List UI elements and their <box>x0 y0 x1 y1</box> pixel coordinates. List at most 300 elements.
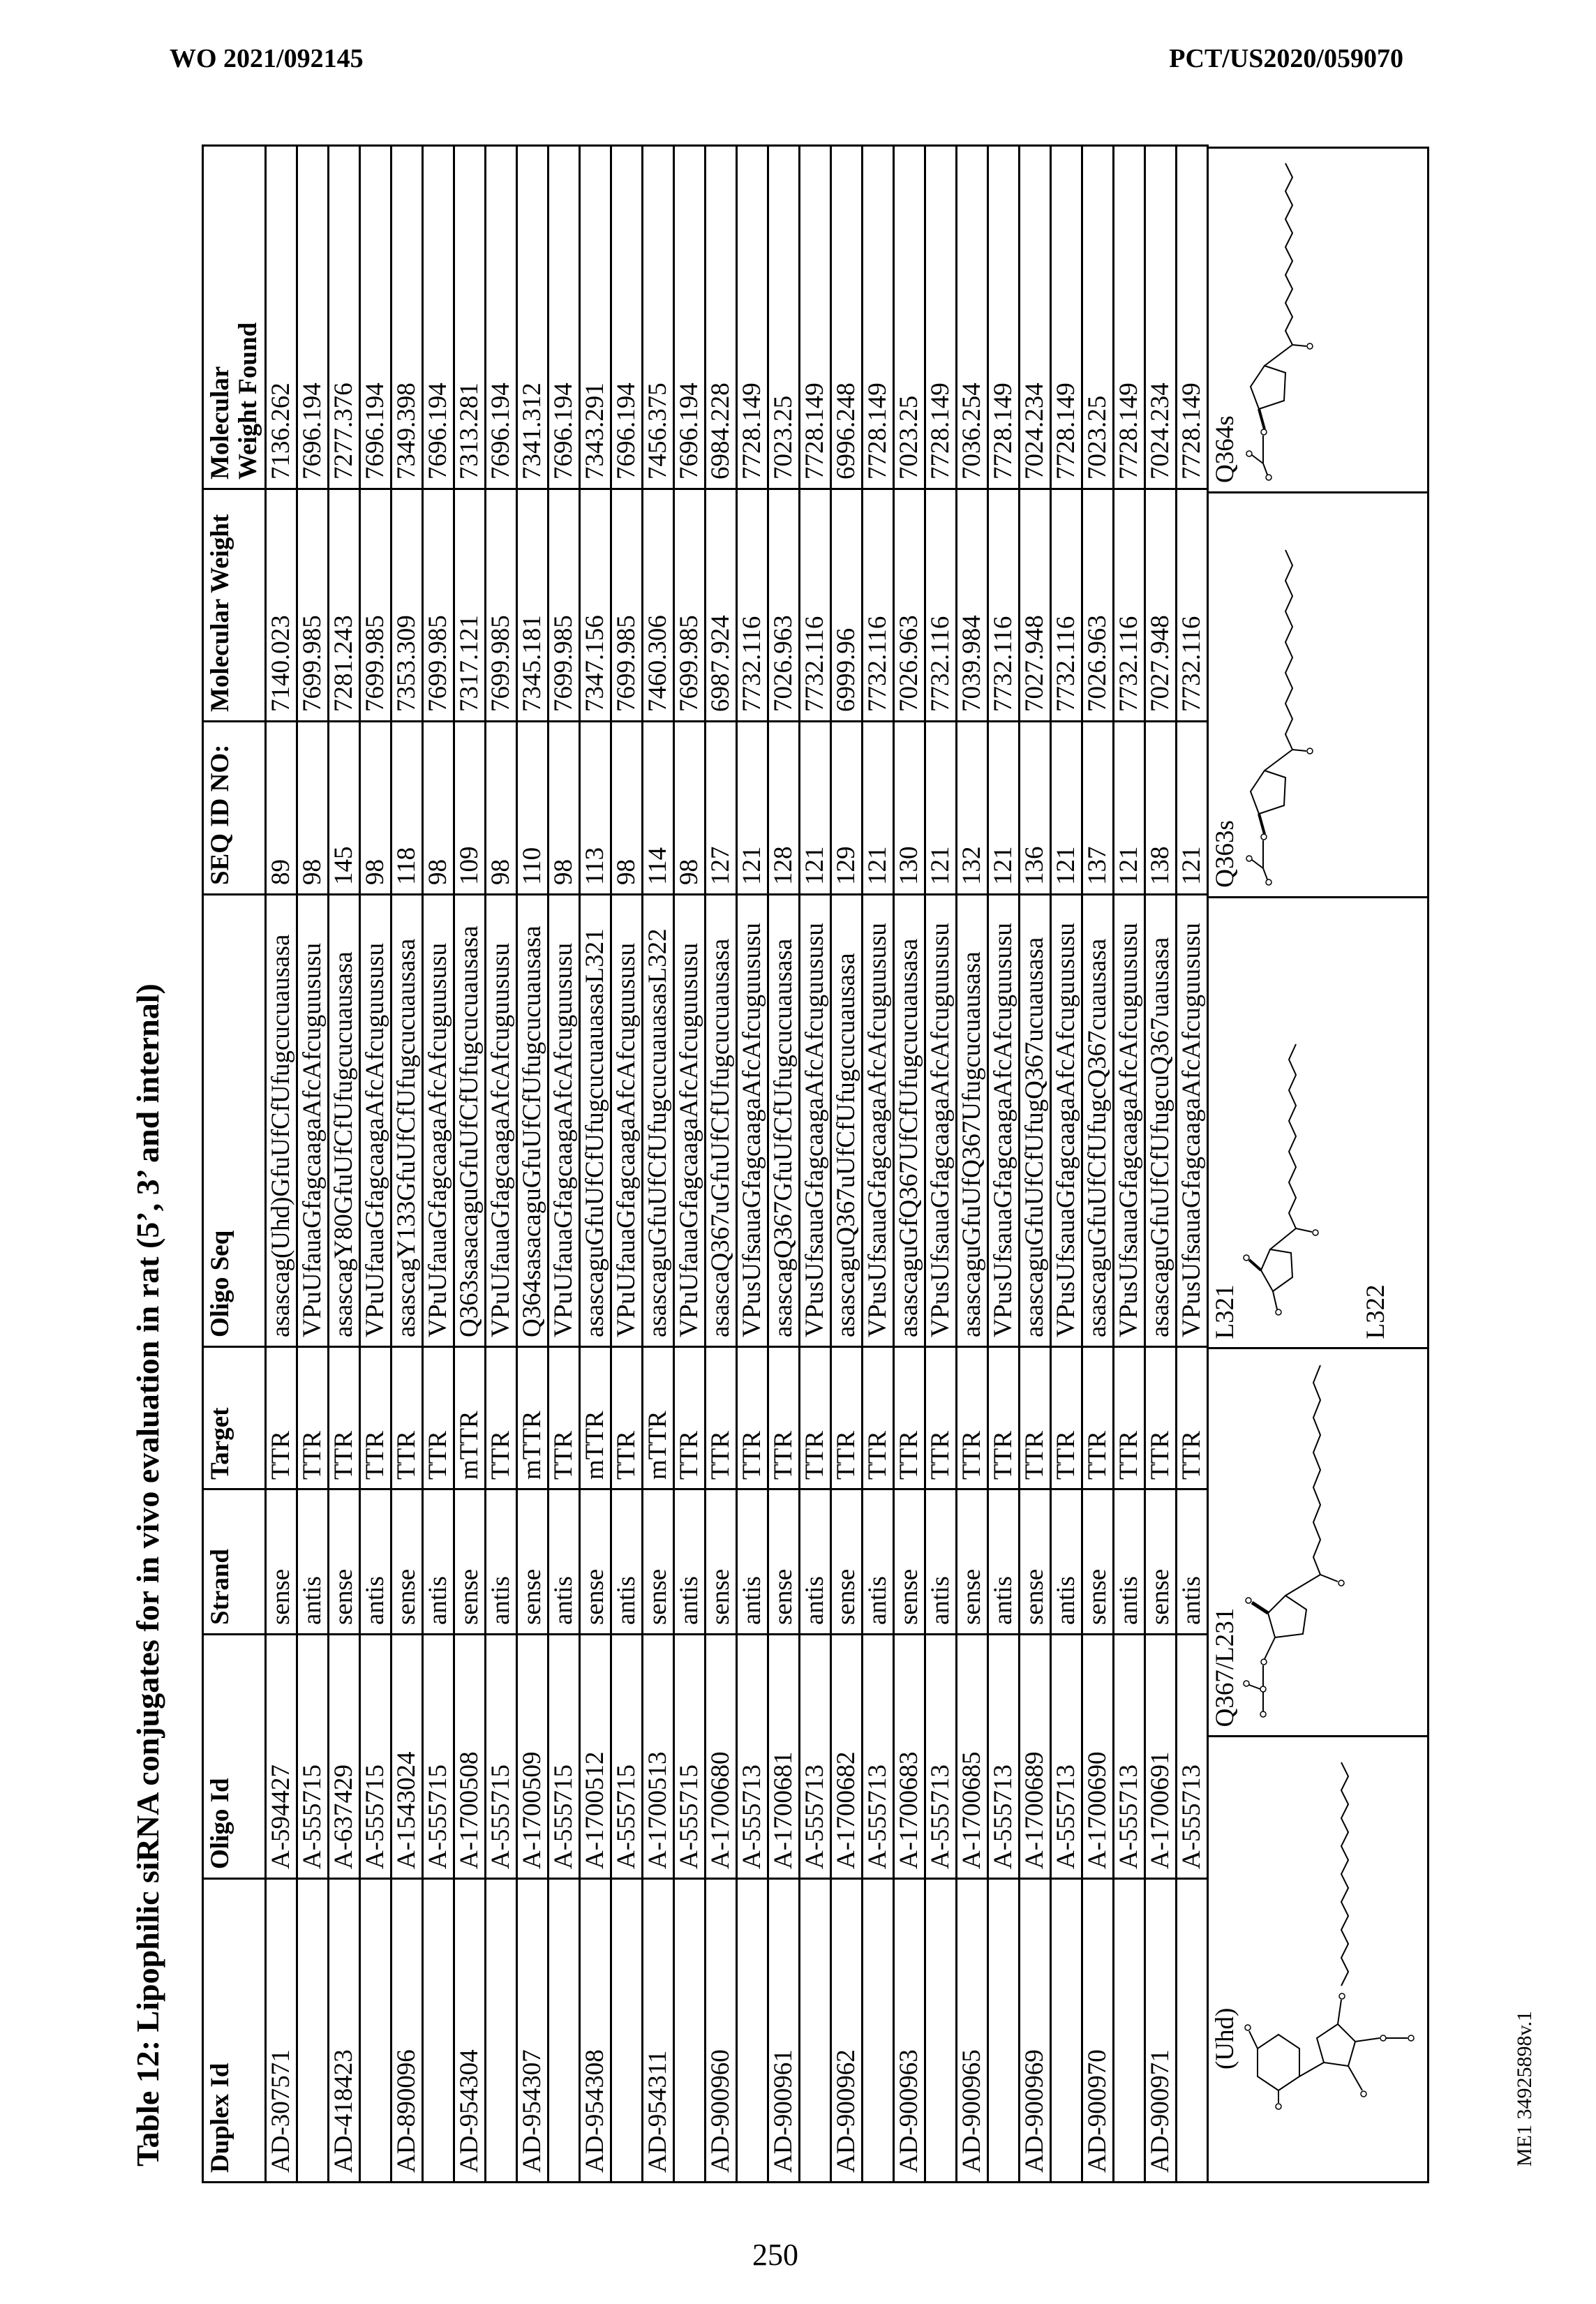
strand-cell: antis <box>988 1489 1020 1635</box>
conjugates-table <box>202 144 1209 2183</box>
molecular-weight-cell: 7281.243 <box>329 489 360 722</box>
oligo-id-cell: A-1700513 <box>643 1635 674 1879</box>
oligo-id-cell: A-555713 <box>1114 1635 1145 1879</box>
oligo-seq-cell: VPuUfauaGfagcaagaAfcAfcuguususu <box>297 895 329 1347</box>
target-cell: TTR <box>1082 1347 1114 1489</box>
strand-cell: sense <box>831 1489 863 1635</box>
table-row <box>1145 146 1177 2183</box>
col-mw: Molecular Weight <box>203 489 266 722</box>
strand-cell: antis <box>360 1489 391 1635</box>
strand-cell: antis <box>925 1489 957 1635</box>
oligo-seq-cell: asascagY80GfuUfCfUfugcucuausasa <box>329 895 360 1347</box>
col-oligo-id: Oligo Id <box>203 1635 266 1879</box>
molecular-weight-cell: 7460.306 <box>643 489 674 722</box>
molecular-weight-cell: 7026.963 <box>768 489 800 722</box>
target-cell: TTR <box>1177 1347 1208 1489</box>
oligo-id-cell: A-555715 <box>611 1635 643 1879</box>
table-body <box>266 146 1208 2183</box>
target-cell: mTTR <box>643 1347 674 1489</box>
duplex-id-cell <box>549 1879 580 2183</box>
target-cell: TTR <box>768 1347 800 1489</box>
target-cell: TTR <box>266 1347 297 1489</box>
duplex-id-cell: AD-954308 <box>580 1879 611 2183</box>
table-title: Table 12: Lipophilic siRNA conjugates for in vivo evaluation in rat (5’, 3’ and internal) <box>130 147 202 2183</box>
target-cell: TTR <box>549 1347 580 1489</box>
molecular-weight-cell: 7699.985 <box>486 489 517 722</box>
seq-id-cell: 121 <box>863 722 894 895</box>
molecular-weight-cell: 7026.963 <box>894 489 925 722</box>
molecular-weight-found-cell: 7728.149 <box>1051 146 1082 489</box>
seq-id-cell: 121 <box>925 722 957 895</box>
strand-cell: antis <box>611 1489 643 1635</box>
table-row <box>580 146 611 2183</box>
target-cell: TTR <box>329 1347 360 1489</box>
oligo-id-cell: A-637429 <box>329 1635 360 1879</box>
molecular-weight-cell: 7732.116 <box>1177 489 1208 722</box>
q364s-structure-icon <box>1209 148 1429 491</box>
table-row <box>517 146 549 2183</box>
seq-id-cell: 121 <box>988 722 1020 895</box>
oligo-id-cell: A-1700685 <box>957 1635 988 1879</box>
seq-id-cell: 114 <box>643 722 674 895</box>
col-duplex-id: Duplex Id <box>203 1879 266 2183</box>
seq-id-cell: 129 <box>831 722 863 895</box>
duplex-id-cell: AD-954307 <box>517 1879 549 2183</box>
molecular-weight-found-cell: 7728.149 <box>925 146 957 489</box>
strand-cell: sense <box>894 1489 925 1635</box>
col-oligo-seq: Oligo Seq <box>203 895 266 1347</box>
oligo-seq-cell: asascaQ367uGfuUfCfUfugcucuausasa <box>706 895 737 1347</box>
seq-id-cell: 132 <box>957 722 988 895</box>
molecular-weight-found-cell: 7696.194 <box>549 146 580 489</box>
application-number: PCT/US2020/059070 <box>1169 43 1403 74</box>
oligo-id-cell: A-555713 <box>1177 1635 1208 1879</box>
strand-cell: sense <box>706 1489 737 1635</box>
oligo-seq-cell: VPusUfsauaGfagcaagaAfcAfcuguususu <box>863 895 894 1347</box>
table-row <box>925 146 957 2183</box>
molecular-weight-found-cell: 6996.248 <box>831 146 863 489</box>
strand-cell: antis <box>486 1489 517 1635</box>
oligo-seq-cell: VPuUfauaGfagcaagaAfcAfcuguususu <box>360 895 391 1347</box>
target-cell: TTR <box>297 1347 329 1489</box>
strand-cell: antis <box>423 1489 454 1635</box>
l321-structure-icon <box>1209 895 1429 1347</box>
strand-cell: sense <box>957 1489 988 1635</box>
strand-cell: sense <box>391 1489 423 1635</box>
strand-cell: antis <box>674 1489 706 1635</box>
structure-legend <box>1209 147 1429 2183</box>
oligo-id-cell: A-555715 <box>549 1635 580 1879</box>
strand-cell: sense <box>329 1489 360 1635</box>
seq-id-cell: 145 <box>329 722 360 895</box>
oligo-id-cell: A-1543024 <box>391 1635 423 1879</box>
target-cell: TTR <box>863 1347 894 1489</box>
table-row <box>486 146 517 2183</box>
molecular-weight-found-cell: 7341.312 <box>517 146 549 489</box>
table-row <box>297 146 329 2183</box>
seq-id-cell: 98 <box>674 722 706 895</box>
molecular-weight-cell: 7317.121 <box>454 489 486 722</box>
duplex-id-cell: AD-954311 <box>643 1879 674 2183</box>
oligo-seq-cell: asascaguGfuUfCfUfugcuQ367uausasa <box>1145 895 1177 1347</box>
oligo-seq-cell: VPuUfauaGfagcaagaAfcAfcuguususu <box>423 895 454 1347</box>
target-cell: TTR <box>423 1347 454 1489</box>
table-row <box>957 146 988 2183</box>
col-strand: Strand <box>203 1489 266 1635</box>
molecular-weight-cell: 7353.309 <box>391 489 423 722</box>
seq-id-cell: 89 <box>266 722 297 895</box>
oligo-id-cell: A-1700690 <box>1082 1635 1114 1879</box>
target-cell: TTR <box>800 1347 831 1489</box>
oligo-seq-cell: asascaguGfuUfCfUfugQ367ucuausasa <box>1020 895 1051 1347</box>
seq-id-cell: 137 <box>1082 722 1114 895</box>
col-target: Target <box>203 1347 266 1489</box>
oligo-id-cell: A-555713 <box>800 1635 831 1879</box>
oligo-seq-cell: asascag(Uhd)GfuUfCfUfugcucuausasa <box>266 895 297 1347</box>
molecular-weight-found-cell: 7023.25 <box>1082 146 1114 489</box>
oligo-id-cell: A-1700691 <box>1145 1635 1177 1879</box>
molecular-weight-found-cell: 7343.291 <box>580 146 611 489</box>
strand-cell: antis <box>737 1489 768 1635</box>
molecular-weight-cell: 7140.023 <box>266 489 297 722</box>
molecular-weight-cell: 7732.116 <box>988 489 1020 722</box>
oligo-id-cell: A-594427 <box>266 1635 297 1879</box>
table-row <box>674 146 706 2183</box>
molecular-weight-found-cell: 7728.149 <box>1177 146 1208 489</box>
oligo-seq-cell: VPusUfsauaGfagcaagaAfcAfcuguususu <box>925 895 957 1347</box>
seq-id-cell: 98 <box>549 722 580 895</box>
q367-structure-icon <box>1209 1346 1429 1735</box>
molecular-weight-found-cell: 7728.149 <box>1114 146 1145 489</box>
molecular-weight-found-cell: 7728.149 <box>863 146 894 489</box>
table-row <box>360 146 391 2183</box>
table-row <box>611 146 643 2183</box>
strand-cell: antis <box>297 1489 329 1635</box>
molecular-weight-found-cell: 7349.398 <box>391 146 423 489</box>
target-cell: TTR <box>674 1347 706 1489</box>
molecular-weight-cell: 7027.948 <box>1020 489 1051 722</box>
duplex-id-cell <box>486 1879 517 2183</box>
duplex-id-cell: AD-900971 <box>1145 1879 1177 2183</box>
molecular-weight-cell: 7347.156 <box>580 489 611 722</box>
strand-cell: sense <box>643 1489 674 1635</box>
duplex-id-cell: AD-900962 <box>831 1879 863 2183</box>
table-row <box>988 146 1020 2183</box>
seq-id-cell: 98 <box>360 722 391 895</box>
duplex-id-cell <box>1177 1879 1208 2183</box>
strand-cell: sense <box>1082 1489 1114 1635</box>
duplex-id-cell <box>423 1879 454 2183</box>
duplex-id-cell: AD-900960 <box>706 1879 737 2183</box>
molecular-weight-cell: 7732.116 <box>1114 489 1145 722</box>
document-reference: ME1 34925898v.1 <box>1513 2011 1537 2166</box>
duplex-id-cell <box>611 1879 643 2183</box>
target-cell: TTR <box>988 1347 1020 1489</box>
structure-label: L322 <box>1362 1284 1390 1339</box>
rotated-table-block <box>130 147 1429 2183</box>
molecular-weight-cell: 7345.181 <box>517 489 549 722</box>
oligo-id-cell: A-555713 <box>863 1635 894 1879</box>
molecular-weight-found-cell: 7728.149 <box>988 146 1020 489</box>
oligo-id-cell: A-1700682 <box>831 1635 863 1879</box>
table-row <box>643 146 674 2183</box>
strand-cell: sense <box>517 1489 549 1635</box>
molecular-weight-found-cell: 7024.234 <box>1145 146 1177 489</box>
structure-label: Q364s <box>1211 415 1239 483</box>
duplex-id-cell <box>925 1879 957 2183</box>
oligo-id-cell: A-555715 <box>360 1635 391 1879</box>
structure-uhd <box>1209 1735 1427 2181</box>
oligo-seq-cell: asascaguGfuUfCfUfugcucuauasasL321 <box>580 895 611 1347</box>
target-cell: TTR <box>706 1347 737 1489</box>
oligo-seq-cell: asascaguGfuUfCfUfugcQ367cuausasa <box>1082 895 1114 1347</box>
oligo-id-cell: A-1700683 <box>894 1635 925 1879</box>
molecular-weight-cell: 7039.984 <box>957 489 988 722</box>
strand-cell: sense <box>454 1489 486 1635</box>
table-row <box>1020 146 1051 2183</box>
oligo-seq-cell: VPusUfsauaGfagcaagaAfcAfcuguususu <box>737 895 768 1347</box>
oligo-seq-cell: VPusUfsauaGfagcaagaAfcAfcuguususu <box>800 895 831 1347</box>
duplex-id-cell: AD-900961 <box>768 1879 800 2183</box>
duplex-id-cell <box>1114 1879 1145 2183</box>
uhd-structure-icon <box>1209 1734 1429 2181</box>
strand-cell: antis <box>863 1489 894 1635</box>
seq-id-cell: 138 <box>1145 722 1177 895</box>
strand-cell: sense <box>1145 1489 1177 1635</box>
oligo-id-cell: A-555715 <box>297 1635 329 1879</box>
oligo-seq-cell: VPusUfsauaGfagcaagaAfcAfcuguususu <box>1177 895 1208 1347</box>
duplex-id-cell: AD-307571 <box>266 1879 297 2183</box>
oligo-seq-cell: asascaguGfuUfCfUfugcucuauasasL322 <box>643 895 674 1347</box>
oligo-id-cell: A-1700689 <box>1020 1635 1051 1879</box>
target-cell: TTR <box>391 1347 423 1489</box>
molecular-weight-found-cell: 7456.375 <box>643 146 674 489</box>
molecular-weight-cell: 7732.116 <box>737 489 768 722</box>
strand-cell: sense <box>768 1489 800 1635</box>
molecular-weight-cell: 6999.96 <box>831 489 863 722</box>
seq-id-cell: 130 <box>894 722 925 895</box>
strand-cell: antis <box>549 1489 580 1635</box>
molecular-weight-found-cell: 7696.194 <box>486 146 517 489</box>
seq-id-cell: 128 <box>768 722 800 895</box>
structure-label: Q363s <box>1211 820 1239 888</box>
strand-cell: sense <box>266 1489 297 1635</box>
table-row <box>1051 146 1082 2183</box>
oligo-id-cell: A-555715 <box>423 1635 454 1879</box>
table-row <box>1082 146 1114 2183</box>
molecular-weight-cell: 7699.985 <box>297 489 329 722</box>
patent-page <box>0 0 1596 2304</box>
oligo-id-cell: A-1700681 <box>768 1635 800 1879</box>
molecular-weight-cell: 7699.985 <box>674 489 706 722</box>
target-cell: mTTR <box>454 1347 486 1489</box>
seq-id-cell: 109 <box>454 722 486 895</box>
molecular-weight-found-cell: 7313.281 <box>454 146 486 489</box>
table-row <box>863 146 894 2183</box>
molecular-weight-cell: 7732.116 <box>863 489 894 722</box>
structure-q363s <box>1209 491 1427 896</box>
molecular-weight-cell: 7027.948 <box>1145 489 1177 722</box>
seq-id-cell: 136 <box>1020 722 1051 895</box>
oligo-seq-cell: VPuUfauaGfagcaagaAfcAfcuguususu <box>674 895 706 1347</box>
table-row <box>423 146 454 2183</box>
header-row <box>203 146 266 2183</box>
target-cell: TTR <box>831 1347 863 1489</box>
duplex-id-cell: AD-900970 <box>1082 1879 1114 2183</box>
molecular-weight-found-cell: 7696.194 <box>360 146 391 489</box>
oligo-id-cell: A-555715 <box>674 1635 706 1879</box>
oligo-seq-cell: VPusUfsauaGfagcaagaAfcAfcuguususu <box>1114 895 1145 1347</box>
target-cell: TTR <box>925 1347 957 1489</box>
seq-id-cell: 121 <box>737 722 768 895</box>
table-row <box>831 146 863 2183</box>
seq-id-cell: 113 <box>580 722 611 895</box>
seq-id-cell: 98 <box>297 722 329 895</box>
oligo-seq-cell: VPusUfsauaGfagcaagaAfcAfcuguususu <box>1051 895 1082 1347</box>
q363s-structure-icon <box>1209 491 1429 896</box>
molecular-weight-cell: 7026.963 <box>1082 489 1114 722</box>
duplex-id-cell <box>737 1879 768 2183</box>
target-cell: TTR <box>1114 1347 1145 1489</box>
duplex-id-cell <box>800 1879 831 2183</box>
molecular-weight-found-cell: 7728.149 <box>737 146 768 489</box>
structure-label: Q367/L231 <box>1211 1608 1239 1727</box>
molecular-weight-cell: 7732.116 <box>800 489 831 722</box>
target-cell: TTR <box>957 1347 988 1489</box>
oligo-seq-cell: asascaguGfQ367UfCfUfugcucuausasa <box>894 895 925 1347</box>
oligo-seq-cell: asascaguGfuUfQ367Ufugcucuausasa <box>957 895 988 1347</box>
target-cell: TTR <box>1051 1347 1082 1489</box>
molecular-weight-found-cell: 7023.25 <box>768 146 800 489</box>
page-number: 250 <box>0 2238 1551 2273</box>
oligo-seq-cell: VPuUfauaGfagcaagaAfcAfcuguususu <box>611 895 643 1347</box>
seq-id-cell: 98 <box>611 722 643 895</box>
oligo-id-cell: A-555713 <box>988 1635 1020 1879</box>
target-cell: mTTR <box>517 1347 549 1489</box>
oligo-id-cell: A-555713 <box>925 1635 957 1879</box>
table-row <box>549 146 580 2183</box>
duplex-id-cell <box>360 1879 391 2183</box>
oligo-id-cell: A-1700508 <box>454 1635 486 1879</box>
strand-cell: antis <box>1177 1489 1208 1635</box>
seq-id-cell: 121 <box>1177 722 1208 895</box>
seq-id-cell: 118 <box>391 722 423 895</box>
col-seq-id: SEQ ID NO: <box>203 722 266 895</box>
target-cell: TTR <box>486 1347 517 1489</box>
oligo-id-cell: A-1700509 <box>517 1635 549 1879</box>
oligo-seq-cell: asascagY133GfuUfCfUfugcucuausasa <box>391 895 423 1347</box>
seq-id-cell: 98 <box>423 722 454 895</box>
duplex-id-cell: AD-954304 <box>454 1879 486 2183</box>
molecular-weight-found-cell: 7696.194 <box>674 146 706 489</box>
molecular-weight-found-cell: 7024.234 <box>1020 146 1051 489</box>
table-row <box>737 146 768 2183</box>
molecular-weight-found-cell: 7696.194 <box>297 146 329 489</box>
molecular-weight-found-cell: 7696.194 <box>611 146 643 489</box>
target-cell: mTTR <box>580 1347 611 1489</box>
seq-id-cell: 121 <box>1051 722 1082 895</box>
molecular-weight-found-cell: 7696.194 <box>423 146 454 489</box>
seq-id-cell: 110 <box>517 722 549 895</box>
molecular-weight-cell: 6987.924 <box>706 489 737 722</box>
strand-cell: antis <box>800 1489 831 1635</box>
duplex-id-cell: AD-418423 <box>329 1879 360 2183</box>
table-row <box>1177 146 1208 2183</box>
duplex-id-cell <box>988 1879 1020 2183</box>
oligo-seq-cell: VPusUfsauaGfagcaagaAfcAfcuguususu <box>988 895 1020 1347</box>
strand-cell: antis <box>1114 1489 1145 1635</box>
seq-id-cell: 98 <box>486 722 517 895</box>
table-row <box>894 146 925 2183</box>
structure-label: (Uhd) <box>1211 2008 1239 2069</box>
col-mw-found: Molecular Weight Found <box>203 146 266 489</box>
table-row <box>800 146 831 2183</box>
duplex-id-cell <box>863 1879 894 2183</box>
molecular-weight-cell: 7732.116 <box>925 489 957 722</box>
table-row <box>266 146 297 2183</box>
target-cell: TTR <box>737 1347 768 1489</box>
molecular-weight-found-cell: 7136.262 <box>266 146 297 489</box>
strand-cell: sense <box>580 1489 611 1635</box>
publication-number: WO 2021/092145 <box>170 43 364 74</box>
molecular-weight-found-cell: 7023.25 <box>894 146 925 489</box>
oligo-id-cell: A-555715 <box>486 1635 517 1879</box>
seq-id-cell: 121 <box>1114 722 1145 895</box>
molecular-weight-cell: 7732.116 <box>1051 489 1082 722</box>
target-cell: TTR <box>894 1347 925 1489</box>
table-row <box>768 146 800 2183</box>
structure-label: L321 <box>1211 1284 1239 1339</box>
strand-cell: antis <box>1051 1489 1082 1635</box>
table-row <box>706 146 737 2183</box>
molecular-weight-cell: 7699.985 <box>360 489 391 722</box>
oligo-id-cell: A-1700512 <box>580 1635 611 1879</box>
target-cell: TTR <box>611 1347 643 1489</box>
table-row <box>454 146 486 2183</box>
molecular-weight-cell: 7699.985 <box>611 489 643 722</box>
table-row <box>1114 146 1145 2183</box>
oligo-seq-cell: VPuUfauaGfagcaagaAfcAfcuguususu <box>549 895 580 1347</box>
table-row <box>329 146 360 2183</box>
molecular-weight-found-cell: 7728.149 <box>800 146 831 489</box>
seq-id-cell: 121 <box>800 722 831 895</box>
table-row <box>391 146 423 2183</box>
oligo-id-cell: A-555713 <box>1051 1635 1082 1879</box>
seq-id-cell: 127 <box>706 722 737 895</box>
structure-q367-l231 <box>1209 1347 1427 1735</box>
oligo-id-cell: A-1700680 <box>706 1635 737 1879</box>
duplex-id-cell: AD-900963 <box>894 1879 925 2183</box>
duplex-id-cell: AD-900969 <box>1020 1879 1051 2183</box>
oligo-seq-cell: Q363sasacaguGfuUfCfUfugcucuausasa <box>454 895 486 1347</box>
duplex-id-cell <box>674 1879 706 2183</box>
molecular-weight-cell: 7699.985 <box>423 489 454 722</box>
oligo-seq-cell: asascagQ367GfuUfCfUfugcucuausasa <box>768 895 800 1347</box>
oligo-seq-cell: VPuUfauaGfagcaagaAfcAfcuguususu <box>486 895 517 1347</box>
structure-q364s <box>1209 149 1427 491</box>
molecular-weight-found-cell: 7036.254 <box>957 146 988 489</box>
target-cell: TTR <box>1145 1347 1177 1489</box>
molecular-weight-found-cell: 7277.376 <box>329 146 360 489</box>
structure-l321-l322 <box>1209 896 1427 1348</box>
oligo-seq-cell: asascaguQ367uUfCfUfugcucuausasa <box>831 895 863 1347</box>
duplex-id-cell <box>1051 1879 1082 2183</box>
strand-cell: sense <box>1020 1489 1051 1635</box>
molecular-weight-found-cell: 6984.228 <box>706 146 737 489</box>
oligo-seq-cell: Q364sasacaguGfuUfCfUfugcucuausasa <box>517 895 549 1347</box>
target-cell: TTR <box>1020 1347 1051 1489</box>
molecular-weight-cell: 7699.985 <box>549 489 580 722</box>
